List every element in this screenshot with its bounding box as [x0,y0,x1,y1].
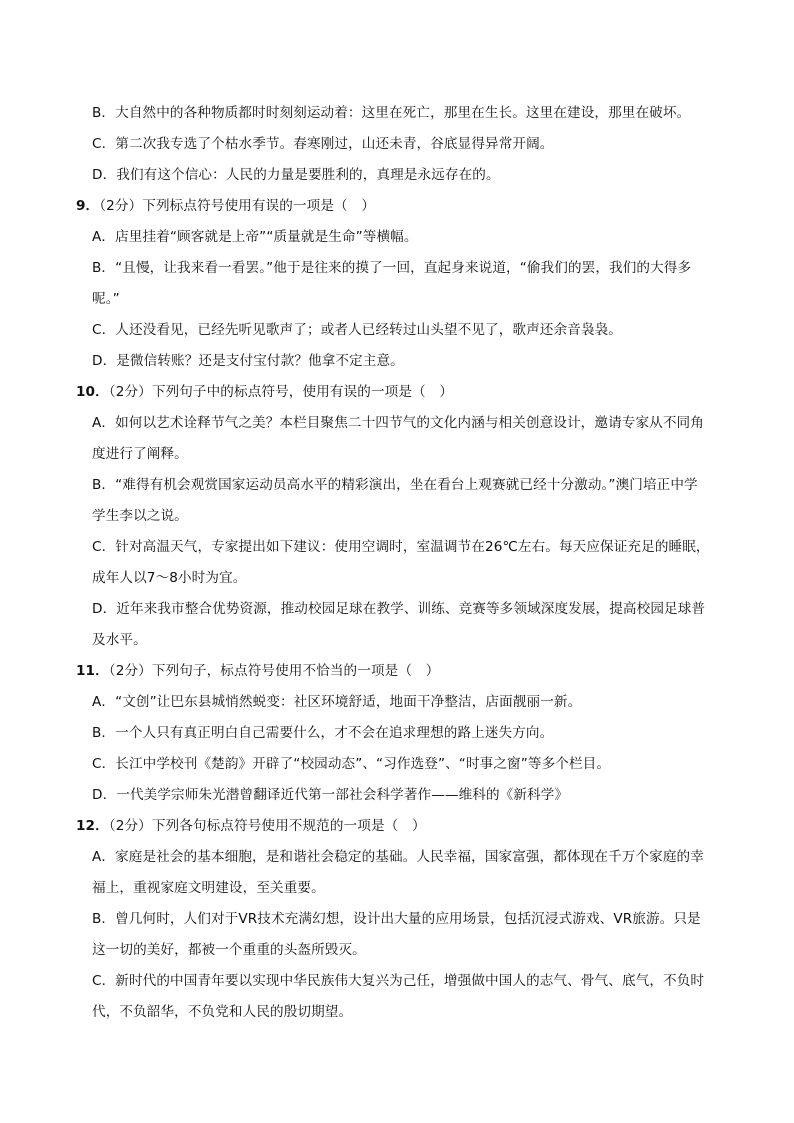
option-continuation: 度进行了阐释。 [92,446,188,462]
question-9 [76,196,375,216]
option-continuation: 呢。” [92,291,120,307]
question-11 [76,661,439,681]
option-line: B．“且慢，让我来看一看罢。”他于是往来的摸了一回，直起身来说道，“偷我们的罢，我们的大得多 [92,260,692,276]
option-line: C．新时代的中国青年要以实现中华民族伟大复兴为己任，增强做中国人的志气、骨气、底气，不负时 [92,973,705,989]
option-line: B．大自然中的各种物质都时时刻刻运动着：这里在死亡，那里在生长。这里在建设，那里在破坏。 [92,105,691,121]
question-number: 12． [76,818,109,834]
option-continuation: 福上，重视家庭文明建设，至关重要。 [92,880,325,896]
option-line: A．店里挂着“顾客就是上帝”“质量就是生命”等横幅。 [92,229,418,245]
option-continuation: 这一切的美好，都被一个重重的头盔所毁灭。 [92,942,366,958]
option-continuation: 成年人以7～8小时为宜。 [92,570,247,586]
option-line: A．家庭是社会的基本细胞，是和谐社会稳定的基础。人民幸福，国家富强，都体现在千万个家庭的幸 [92,849,704,865]
option-line: D．一代美学宗师朱光潜曾翻译近代第一部社会科学著作——维科的《新科学》 [92,787,569,803]
option-line: B．一个人只有真正明白自己需要什么，才不会在追求理想的路上迷失方向。 [92,725,554,741]
option-line: C．长江中学校刊《楚韵》开辟了“校园动态”、“习作选登”、“时事之窗”等多个栏目。 [92,756,611,772]
question-stem: （2分）下列句子，标点符号使用不恰当的一项是（ ） [108,663,440,679]
question-stem: （2分）下列句子中的标点符号，使用有误的一项是（ ） [108,384,454,400]
option-line: B．“难得有机会观赏国家运动员高水平的精彩演出，坐在看台上观赛就已经十分激动。”澳门培正中学 [92,477,698,493]
option-line: C．针对高温天气，专家提出如下建议：使用空调时，室温调节在26℃左右。每天应保证充足的睡眠， [92,539,710,555]
question-number: 10． [76,384,109,400]
option-line: A．“文创”让巴东县城悄然蜕变：社区环境舒适，地面干净整洁，店面靓丽一新。 [92,694,582,710]
option-line: D．是微信转账？还是支付宝付款？他拿不定主意。 [92,353,404,369]
option-line: D．我们有这个信心：人民的力量是要胜利的，真理是永远存在的。 [92,167,500,183]
option-line: A．如何以艺术诠释节气之美？本栏目聚焦二十四节气的文化内涵与相关创意设计，邀请专家从不同角 [92,415,704,431]
question-12 [76,816,426,836]
question-number: 9． [76,198,100,214]
question-stem: （2分）下列标点符号使用有误的一项是（ ） [99,198,376,214]
option-line: C．人还没看见，已经先听见歌声了；或者人已经转过山头望不见了，歌声还余音袅袅。 [92,322,622,338]
question-stem: （2分）下列各句标点符号使用不规范的一项是（ ） [108,818,426,834]
question-number: 11． [76,663,109,679]
option-line: D．近年来我市整合优势资源，推动校园足球在教学、训练、竞赛等多领域深度发展，提高校园足球普 [92,601,706,617]
option-continuation: 及水平。 [92,632,147,648]
option-line: C．第二次我专选了个枯水季节。春寒刚过，山还未青，谷底显得异常开阔。 [92,136,554,152]
option-continuation: 代，不负韶华，不负党和人民的殷切期望。 [92,1004,353,1020]
option-continuation: 学生李以之说。 [92,508,188,524]
option-line: B．曾几何时，人们对于VR技术充满幻想，设计出大量的应用场景，包括沉浸式游戏、VR旅游。只是 [92,911,701,927]
question-10 [76,382,453,402]
